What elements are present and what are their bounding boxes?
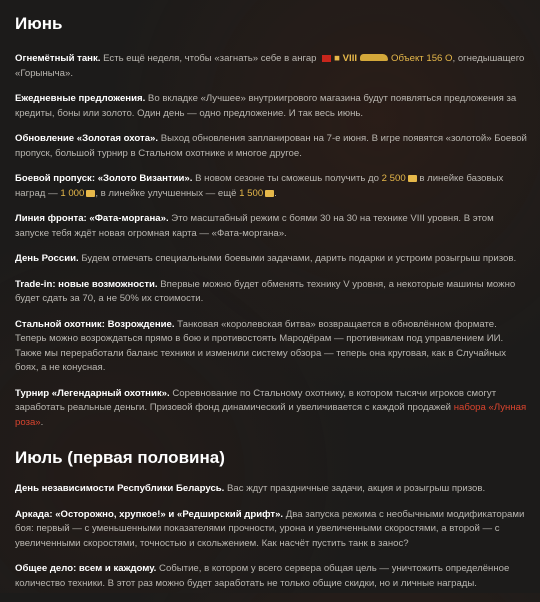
- paragraph-tournament: Турнир «Легендарный охотник». Соревнование по Стальному охотнику, в котором тысячи игроков смогут заработать реальные деньги. Призовой фонд динамический и увеличивается с каждой продажей набора «Лунная роза».: [15, 387, 527, 428]
- paragraph-common-cause: Общее дело: всем и каждому. Событие, в котором у всего сервера общая цель — уничтожить определённое количество техники. В этот раз можно будет заработать не только общие скидки, но и личные награды.: [15, 563, 510, 589]
- paragraph-title: Огнемётный танк.: [15, 53, 101, 64]
- paragraph-title: Турнир «Легендарный охотник».: [15, 387, 170, 399]
- ussr-flag-icon: [322, 55, 331, 62]
- gold-coin-icon: [265, 190, 274, 197]
- paragraph-trade-in: Trade-in: новые возможности. Впервые можно будет обменять технику V уровня, а некоторые машины можно будет сдать за 70, а не 50% их стоимости.: [15, 278, 516, 304]
- gold-coin-icon: [408, 175, 417, 182]
- paragraph-daily-offers: Ежедневные предложения. Во вкладке «Лучшее» внутриигрового магазина будут появляться предложения за кредиты, боны или золото. Один день — одно предложение. И так весь июнь.: [15, 93, 517, 119]
- paragraph-steel-hunter: Стальной охотник: Возрождение. Танковая «королевская битва» возвращается в обновлённом формате. Теперь можно возрождаться прямо в бою и противостоять Мародёрам — противникам под управлением ИИ. Также мы переработали баланс техники и изменили систему обзора — теперь она круговая, как в Случайных боях, а не конусная.: [15, 318, 507, 373]
- paragraph-frontline: Линия фронта: «Фата-моргана». Это масштабный режим с боями 30 на 30 на технике VIII уровня. В этом запуске тебя ждёт новая огромная карта — «Фата-моргана».: [15, 213, 494, 239]
- paragraph-title: Обновление «Золотая охота».: [15, 133, 159, 144]
- gold-coin-icon: [86, 190, 95, 197]
- premium-star-icon: ■: [334, 53, 340, 64]
- tank-name: Объект 156 О: [391, 53, 453, 64]
- tier-label: VIII: [342, 53, 358, 64]
- paragraph-gold-hunt: Обновление «Золотая охота». Выход обновления запланирован на 7-е июня. В игре появятся «золотой» Боевой пропуск, большой турнир в Стальном охотнике и многое другое.: [15, 133, 527, 159]
- paragraph-battle-pass: Боевой пропуск: «Золото Византии». В новом сезоне ты сможешь получить до 2 500 в линейке базовых наград — 1 000 , в линейке улучшенных — ещё 1 500 .: [15, 173, 504, 199]
- paragraph-flame-tank: Огнемётный танк. Есть ещё неделя, чтобы «загнать» себе в ангар ■ VIII Объект 156 О, огнедышащего «Горыныча».: [15, 53, 525, 79]
- paragraph-title: День России.: [15, 253, 79, 264]
- lunar-rose-bundle-link[interactable]: набора «Лунная роза»: [15, 402, 527, 428]
- paragraph-title: Ежедневные предложения.: [15, 93, 146, 104]
- paragraph-arcade: Аркада: «Осторожно, хрупкое!» и «Редширский дрифт». Два запуска режима с необычными модификаторами боя: первый — с уменьшенными показателями прочности, урона и увеличенными скоростями, а второй — с увеличенными скоростями, точностью и скольжением. Как насчёт пустить танк в занос?: [15, 508, 525, 549]
- paragraph-title: Боевой пропуск: «Золото Византии».: [15, 173, 193, 184]
- tank-image: [360, 54, 388, 61]
- section-heading-june: Июнь: [15, 14, 63, 33]
- paragraph-russia-day: День России. Будем отмечать специальными боевыми задачами, дарить подарки и устроим розыгрыш призов.: [15, 253, 517, 264]
- paragraph-title: Стальной охотник: Возрождение.: [15, 318, 175, 330]
- gold-amount: 1 000: [60, 187, 85, 199]
- paragraph-title: Trade-in: новые возможности.: [15, 278, 158, 290]
- article: [15, 10, 527, 602]
- paragraph-belarus-day: День независимости Республики Беларусь. Вас ждут праздничные задачи, акция и розыгрыш призов.: [15, 483, 486, 494]
- section-heading-july: Июль (первая половина): [15, 448, 225, 467]
- gold-amount: 2 500: [381, 173, 406, 184]
- paragraph-title: Линия фронта: «Фата-моргана».: [15, 213, 169, 224]
- gold-amount: 1 500: [239, 187, 264, 199]
- paragraph-title: Аркада: «Осторожно, хрупкое!» и «Редширский дрифт».: [15, 508, 284, 520]
- paragraph-title: День независимости Республики Беларусь.: [15, 483, 225, 494]
- paragraph-title: Общее дело: всем и каждому.: [15, 563, 157, 574]
